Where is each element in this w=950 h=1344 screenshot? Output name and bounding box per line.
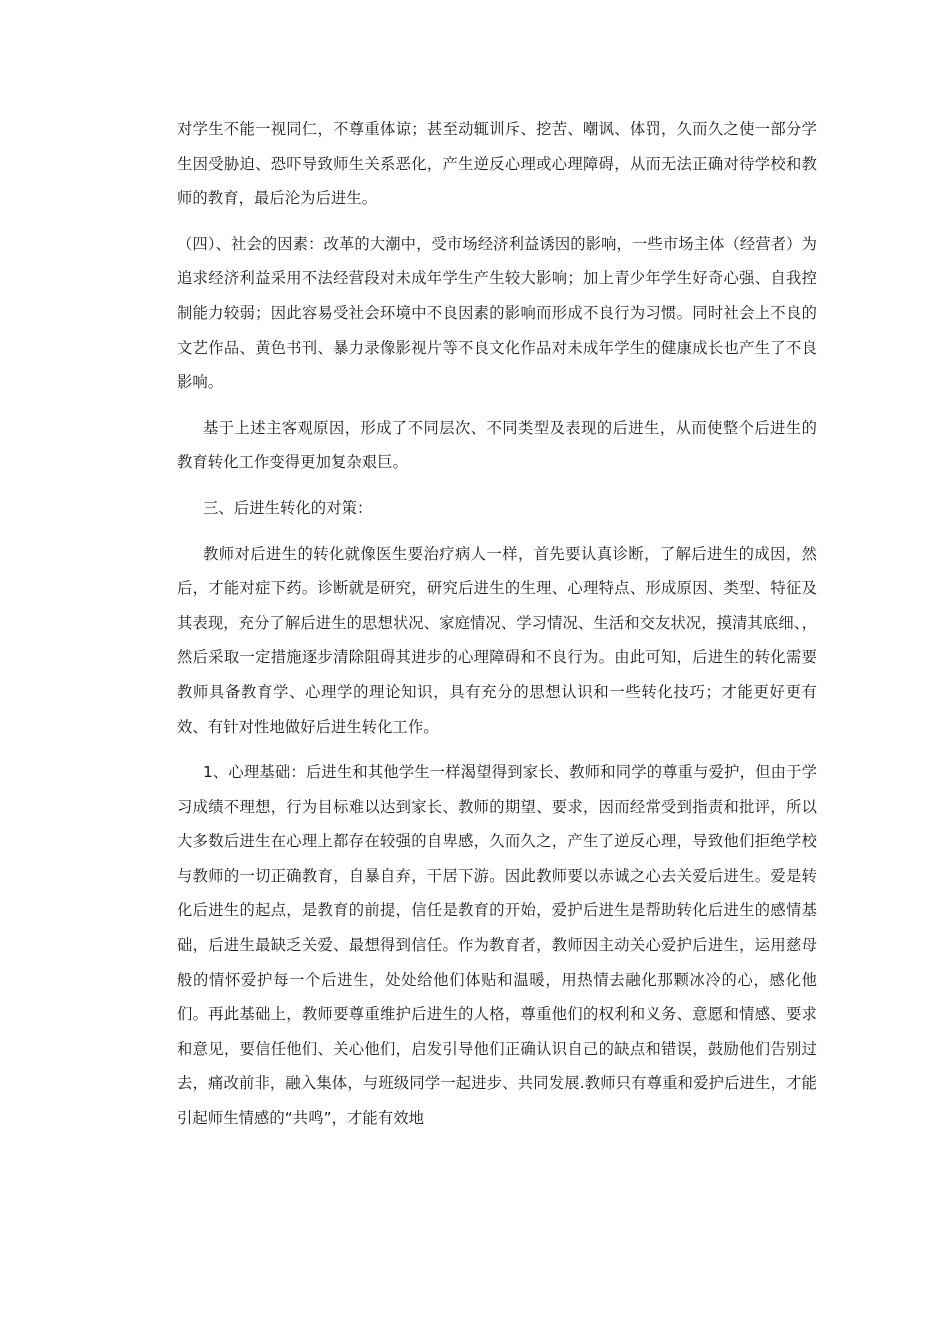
paragraph-continuation: 对学生不能一视同仁，不尊重体谅；甚至动辄训斥、挖苦、嘲讽、体罚，久而久之使一部分学生因受胁迫、恐吓导致师生关系恶化，产生逆反心理或心理障碍，从而无法正确对待学校和教师的教育，最后沦为后进生。: [177, 120, 817, 208]
paragraph-diagnosis: 教师对后进生的转化就像医生要治疗病人一样，首先要认真诊断，了解后进生的成因，然后，才能对症下药。诊断就是研究，研究后进生的生理、心理特点、形成原因、类型、特征及其表现，充分了解后进生的思想状况、家庭情况、学习情况、生活和交友状况，摸清其底细、，然后采取一定措施逐步清除阻碍其进步的心理障碍和不良行为。由此可知，后进生的转化需要教师具备教育学、心理学的理论知识，具有充分的思想认识和一些转化技巧；才能更好更有效、有针对性地做好后进生转化工作。: [177, 544, 817, 736]
paragraph-summary: 基于上述主客观原因，形成了不同层次、不同类型及表现的后进生，从而使整个后进生的教育转化工作变得更加复杂艰巨。: [177, 418, 817, 472]
paragraph-social-factors: （四）、社会的因素：改革的大潮中，受市场经济利益诱因的影响，一些市场主体（经营者）为追求经济利益采用不法经营段对未成年学生产生较大影响；加上青少年学生好奇心强、自我控制能力较弱；因此容易受社会环境中不良因素的影响而形成不良行为习惯。同时社会上不良的文艺作品、黄色书刊、暴力录像影视片等不良文化作品对未成年学生的健康成长也产生了不良影响。: [177, 234, 817, 392]
document-page: [177, 112, 817, 1147]
paragraph-psychological-basis: 1、心理基础：后进生和其他学生一样渴望得到家长、教师和同学的尊重与爱护，但由于学习成绩不理想，行为目标难以达到家长、教师的期望、要求，因而经常受到指责和批评，所以大多数后进生在心理上都存在较强的自卑感，久而久之，产生了逆反心理，导致他们拒绝学校与教师的一切正确教育，自暴自弃，干居下游。因此教师要以赤诚之心去关爱后进生。爱是转化后进生的起点，是教育的前提，信任是教育的开始，爱护后进生是帮助转化后进生的感情基础，后进生最缺乏关爱、最想得到信任。作为教育者，教师因主动关心爱护后进生，运用慈母般的情怀爱护每一个后进生，处处给他们体贴和温暖，用热情去融化那颗冰冷的心，感化他们。再此基础上，教师要尊重维护后进生的人格，尊重他们的权利和义务、意愿和情感、要求和意见，要信任他们、关心他们，启发引导他们正确认识自己的缺点和错误，鼓励他们告别过去，痛改前非，融入集体，与班级同学一起进步、共同发展.教师只有尊重和爱护后进生，才能引起师生情感的“共鸣”，才能有效地: [177, 763, 817, 1128]
section-heading: 三、后进生转化的对策：: [203, 498, 373, 517]
